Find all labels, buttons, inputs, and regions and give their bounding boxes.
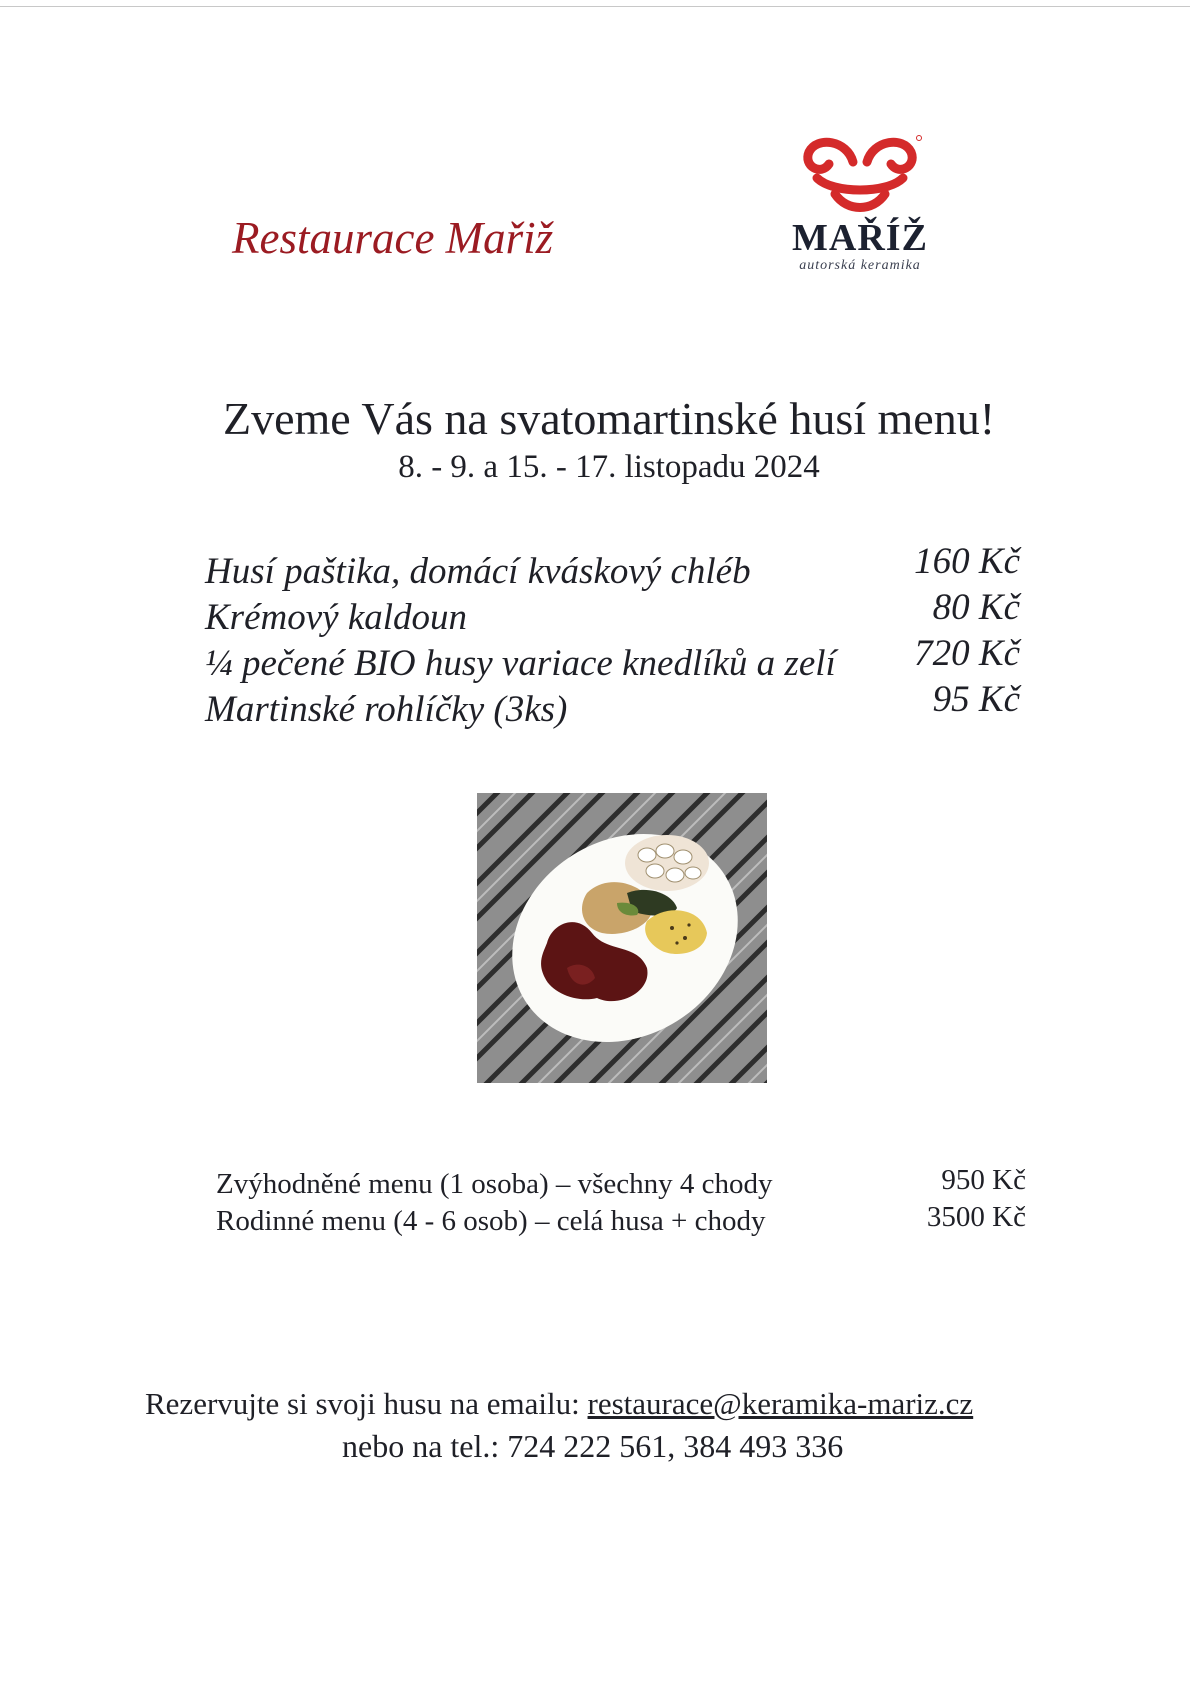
reservation-phone-line: nebo na tel.: 724 222 561, 384 493 336 bbox=[342, 1428, 844, 1464]
menu-item-name: Husí paštika, domácí kváskový chléb bbox=[205, 551, 751, 592]
offer-list bbox=[216, 1164, 1026, 1242]
menu-item-price: 95 Kč bbox=[932, 679, 1020, 720]
menu-item-price: 160 Kč bbox=[914, 541, 1020, 582]
offer-item-name: Rodinné menu (4 - 6 osob) – celá husa + chody bbox=[216, 1205, 766, 1237]
offer-item-price: 3500 Kč bbox=[926, 1201, 1026, 1233]
menu-item-price: 720 Kč bbox=[914, 633, 1020, 674]
reservation-email-prefix: Rezervujte si svoji husu na emailu: bbox=[145, 1386, 588, 1421]
restaurant-name: Restaurace Mařiž bbox=[232, 213, 554, 263]
invitation-dates: 8. - 9. a 15. - 17. listopadu 2024 bbox=[398, 449, 820, 485]
reservation-email-link[interactable]: restaurace@keramika-mariz.cz bbox=[587, 1386, 974, 1421]
mariz-logo bbox=[780, 132, 940, 274]
menu-item-name: Krémový kaldoun bbox=[205, 597, 468, 638]
offer-item-price: 950 Kč bbox=[941, 1164, 1026, 1196]
menu-item-name: Martinské rohlíčky (3ks) bbox=[205, 689, 568, 730]
menu-item bbox=[205, 541, 1020, 596]
top-divider bbox=[0, 6, 1190, 7]
menu-item-price: 80 Kč bbox=[932, 587, 1020, 628]
menu-item bbox=[205, 633, 1020, 688]
reservation-email-line bbox=[145, 1386, 973, 1422]
goose-dish-photo bbox=[477, 793, 767, 1083]
offer-item-name: Zvýhodněné menu (1 osoba) – všechny 4 chody bbox=[216, 1168, 773, 1200]
offer-item bbox=[216, 1164, 1026, 1205]
invitation-title: Zveme Vás na svatomartinské husí menu! bbox=[222, 393, 996, 444]
logo-name: MAŘÍŽ bbox=[792, 217, 928, 259]
menu-list bbox=[205, 541, 1020, 734]
offer-item bbox=[216, 1201, 1026, 1242]
menu-item-name: ¼ pečené BIO husy variace knedlíků a zelí bbox=[205, 643, 836, 684]
menu-item bbox=[205, 587, 1020, 642]
logo-tagline: autorská keramika bbox=[799, 258, 921, 273]
face-ornament-icon bbox=[795, 132, 925, 216]
menu-item bbox=[205, 679, 1020, 734]
